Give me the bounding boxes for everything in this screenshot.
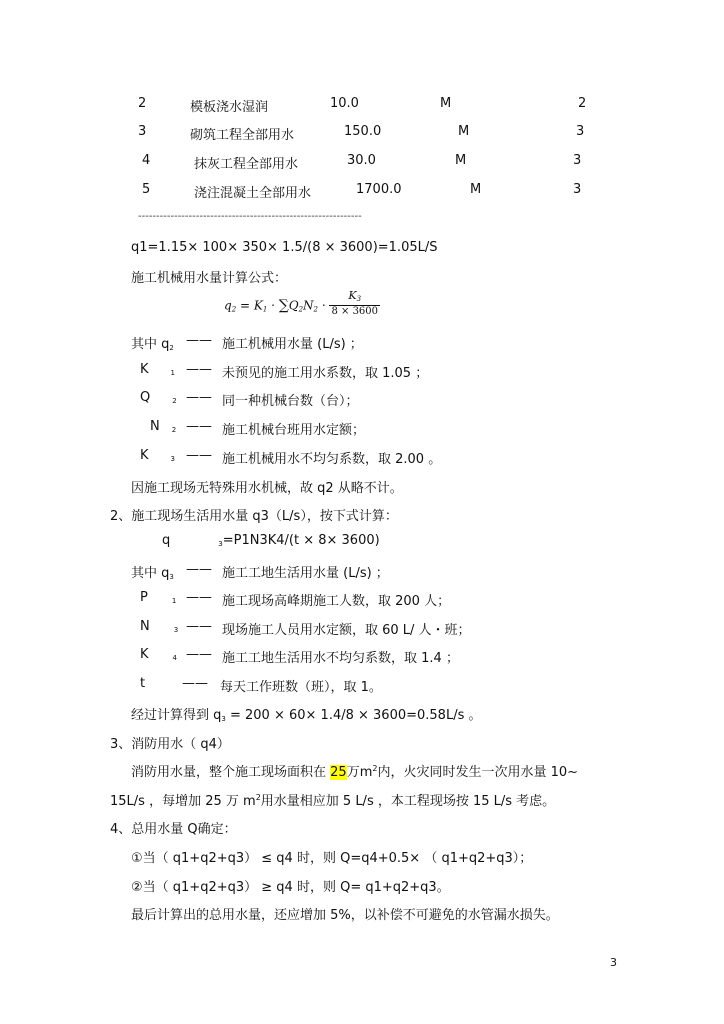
row-power: 2 <box>578 96 587 111</box>
formula-k1-sub: 1 <box>262 305 268 314</box>
def-sub: 1 <box>170 369 175 377</box>
formula-eq: = <box>236 298 254 313</box>
formula-lhs: q <box>224 298 232 313</box>
def-symbol: 其中 q <box>131 337 170 352</box>
page-number: 3 <box>610 956 617 969</box>
def-dash: —— <box>186 590 212 605</box>
row-unit: M <box>455 153 467 168</box>
fire-text-a: 消防用水量，整个施工现场面积在 <box>131 765 331 780</box>
def-dash: —— <box>186 362 212 377</box>
def-text: 未预见的施工用水系数，取 1.05 ； <box>222 366 429 381</box>
fire-text-c: m <box>359 765 373 780</box>
def-symbol: N <box>150 419 160 434</box>
row-name: 浇注混凝土全部用水 <box>194 186 312 201</box>
table-row <box>0 182 724 200</box>
row-value: 1700.0 <box>356 182 402 197</box>
formula-dot2: · <box>318 298 330 313</box>
fire-line-2 <box>110 790 555 809</box>
formula-den: 8 × 3600 <box>331 306 379 317</box>
row-power: 3 <box>576 124 585 139</box>
def-row <box>140 676 145 691</box>
formula-num-sub: 3 <box>356 295 362 303</box>
def-text: 现场施工人员用水定额，取 60 L/ 人・班； <box>222 623 471 638</box>
row-unit: M <box>458 124 470 139</box>
def-dash: —— <box>186 562 212 577</box>
row-unit: M <box>470 182 482 197</box>
condition-1: ①当（ q1+q2+q3） ≤ q4 时，则 Q=q4+0.5× （ q1+q2+q3）； <box>131 851 533 866</box>
def-dash: —— <box>186 448 212 463</box>
def-row <box>131 333 174 352</box>
def-row <box>140 362 175 377</box>
q3-formula-q: q <box>162 533 171 548</box>
q3-formula <box>162 533 380 548</box>
table-row <box>0 153 724 171</box>
row-power: 3 <box>573 182 582 197</box>
def-row <box>140 590 176 605</box>
def-sub: 3 <box>169 573 174 581</box>
formula-k1: K <box>253 298 263 313</box>
q3-formula-rest: =P1N3K4/(t × 8× 3600) <box>222 533 380 548</box>
def-text: 施工现场高峰期施工人数，取 200 人； <box>222 594 451 609</box>
def-row <box>140 619 178 634</box>
def-dash: —— <box>182 676 208 691</box>
def-symbol: K <box>140 362 149 377</box>
def-dash: —— <box>186 333 212 348</box>
formula-sum: ∑ <box>278 297 289 314</box>
formula-fraction <box>329 290 380 318</box>
q2-note: 因施工现场无特殊用水机械，故 q2 从略不计。 <box>131 481 403 496</box>
def-row <box>131 562 174 581</box>
fire-line-1 <box>131 761 578 780</box>
def-dash: —— <box>186 390 212 405</box>
def-sub: 3 <box>170 455 175 463</box>
formula-q-sub: 2 <box>298 305 304 314</box>
table-row <box>0 124 724 142</box>
q3-result-b: = 200 × 60× 1.4/8 × 3600=0.58L/s 。 <box>225 708 482 723</box>
def-row <box>150 419 176 434</box>
fire-text-e: 15L/s ，每增加 25 万 m <box>110 794 256 809</box>
def-text: 施工机械用水量 (L/s) ； <box>222 337 363 352</box>
def-row <box>140 390 177 405</box>
row-value: 10.0 <box>330 96 359 111</box>
q3-result-sub: 3 <box>221 715 226 723</box>
formula-n: N <box>303 298 314 313</box>
def-text: 施工机械用水不均匀系数，取 2.00 。 <box>222 452 442 467</box>
def-sub: 2 <box>169 344 174 352</box>
def-symbol: 其中 q <box>131 566 170 581</box>
row-name: 模板浇水湿润 <box>190 100 269 115</box>
fire-sup: 2 <box>372 764 378 773</box>
formula-n-sub: 2 <box>313 305 319 314</box>
fire-text-f: 用水量相应加 5 L/s ，本工程现场按 15 L/s 考虑。 <box>260 794 556 809</box>
machine-water-title: 施工机械用水量计算公式： <box>131 271 288 286</box>
q3-formula-sub: 3 <box>218 540 223 548</box>
highlighted-area: 25 <box>330 765 347 780</box>
def-sub: 2 <box>172 397 177 405</box>
row-no: 4 <box>142 153 151 168</box>
def-symbol: K <box>140 647 149 662</box>
section-4-title: 4、总用水量 Q确定： <box>110 822 237 837</box>
formula-num: K <box>348 289 357 302</box>
section-2-title: 2、施工现场生活用水量 q3（L/s），按下式计算： <box>110 509 398 524</box>
def-dash: —— <box>186 419 212 434</box>
fire-text-d: 内，火灾同时发生一次用水量 10~ <box>377 765 579 780</box>
row-value: 30.0 <box>347 153 376 168</box>
def-sub: 4 <box>172 654 177 662</box>
row-unit: M <box>440 96 452 111</box>
def-symbol: Q <box>140 390 151 405</box>
row-value: 150.0 <box>344 124 382 139</box>
def-dash: —— <box>186 619 212 634</box>
q2-formula <box>224 289 380 320</box>
def-symbol: K <box>140 448 149 463</box>
q3-result <box>131 704 482 723</box>
def-row <box>140 647 177 662</box>
row-power: 3 <box>573 153 582 168</box>
formula-lhs-sub: 2 <box>231 305 237 314</box>
def-symbol: P <box>140 590 148 605</box>
row-no: 5 <box>142 182 151 197</box>
def-symbol: N <box>140 619 150 634</box>
row-no: 3 <box>138 124 147 139</box>
fire-sup-2: 2 <box>255 793 261 802</box>
row-no: 2 <box>138 96 147 111</box>
formula-dot: · <box>267 298 279 313</box>
def-sub: 3 <box>173 626 179 634</box>
def-row <box>140 448 175 463</box>
formula-q: Q <box>288 298 299 313</box>
def-text: 施工工地生活用水量 (L/s) ； <box>222 566 389 581</box>
final-note: 最后计算出的总用水量，还应增加 5%，以补偿不可避免的水管漏水损失。 <box>131 908 559 923</box>
condition-2: ②当（ q1+q2+q3） ≥ q4 时，则 Q= q1+q2+q3。 <box>131 880 450 895</box>
def-text: 施工工地生活用水不均匀系数，取 1.4 ； <box>222 651 459 666</box>
def-dash: —— <box>186 647 212 662</box>
row-name: 抹灰工程全部用水 <box>194 157 299 172</box>
dashed-divider: -------------------------------------------------------------- <box>138 211 362 222</box>
def-text: 施工机械台班用水定额； <box>222 423 366 438</box>
def-text: 每天工作班数（班），取 1。 <box>220 680 382 695</box>
def-sub: 2 <box>171 426 177 434</box>
def-sub: 1 <box>171 597 177 605</box>
def-symbol: t <box>140 676 146 691</box>
section-3-title: 3、消防用水（ q4） <box>110 737 230 752</box>
row-name: 砌筑工程全部用水 <box>190 128 295 143</box>
fire-text-b: 万 <box>346 765 360 780</box>
q1-formula: q1=1.15× 100× 350× 1.5/(8 × 3600)=1.05L/S <box>131 240 438 255</box>
def-text: 同一种机械台数（台）； <box>222 394 359 409</box>
table-row <box>0 96 724 114</box>
q3-result-a: 经过计算得到 q <box>131 708 222 723</box>
